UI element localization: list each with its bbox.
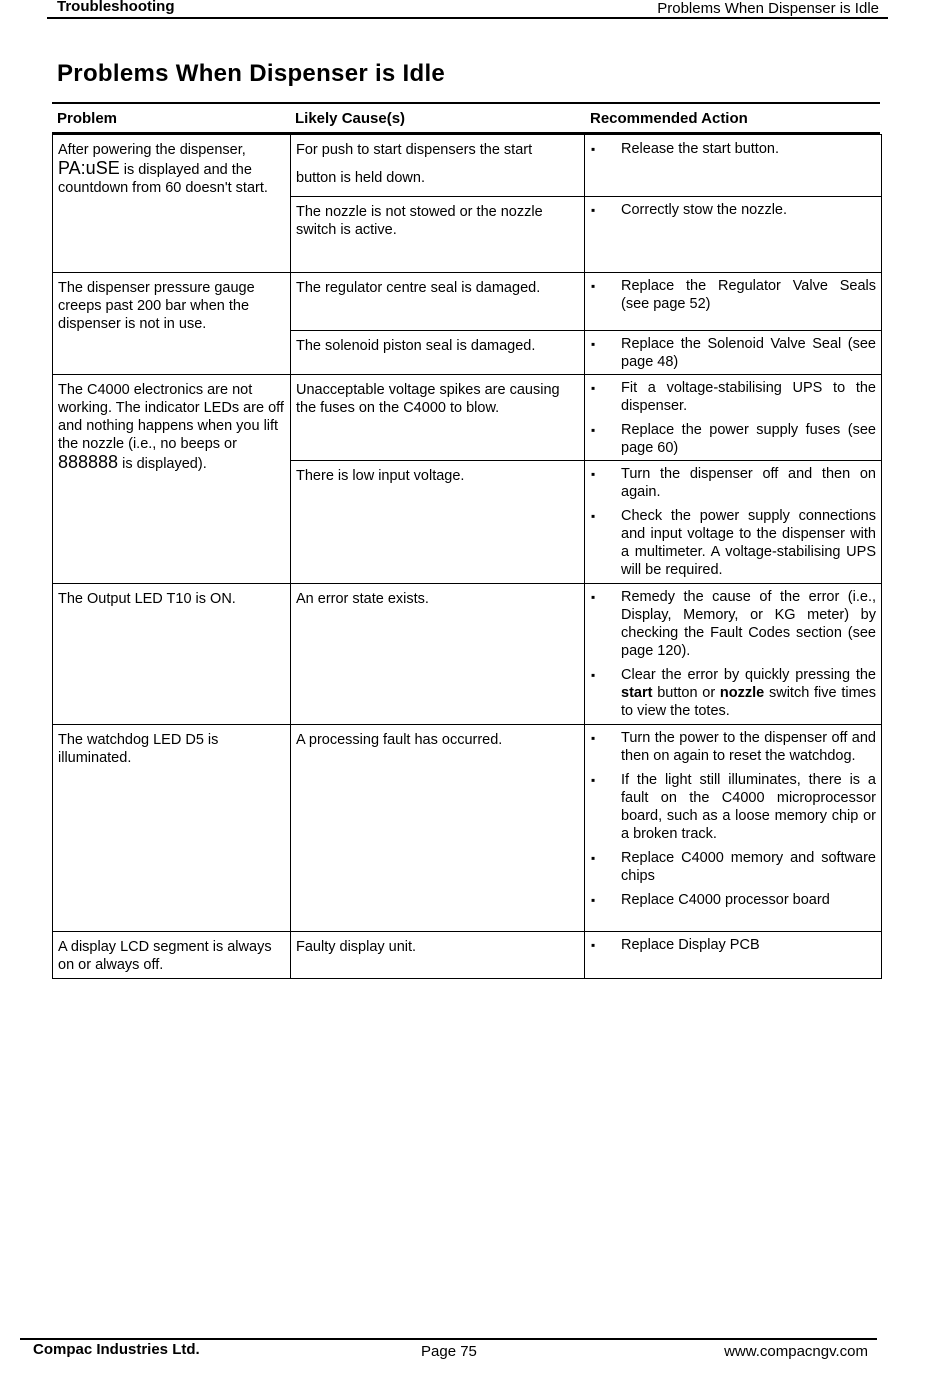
table-row bbox=[53, 725, 882, 932]
column-header-action: Recommended Action bbox=[590, 110, 748, 127]
action-item: ▪ Replace the power supply fuses (see page 60) bbox=[591, 421, 876, 457]
action-cell bbox=[585, 273, 882, 331]
column-header-problem: Problem bbox=[57, 110, 118, 127]
running-header-topic: Problems When Dispenser is Idle bbox=[657, 0, 879, 17]
action-item: ▪ If the light still illuminates, there is a fault on the C4000 microprocessor board, such as a loose memory chip or a broken track. bbox=[591, 771, 876, 843]
running-header-section: Troubleshooting bbox=[57, 0, 175, 15]
table-top-rule bbox=[52, 102, 880, 104]
cause-cell bbox=[291, 135, 585, 197]
problem-text: The C4000 electronics are not working. The indicator LEDs are off and nothing happens when you lift the nozzle (i.e., no beeps or bbox=[58, 382, 284, 452]
action-item: ▪ Replace the Regulator Valve Seals (see page 52) bbox=[591, 277, 876, 313]
table-row bbox=[53, 273, 882, 331]
action-item: ▪ Remedy the cause of the error (i.e., Display, Memory, or KG meter) by checking the Fault Codes section (see page 120). bbox=[591, 588, 876, 660]
action-cell bbox=[585, 461, 882, 584]
problem-text: The watchdog LED D5 is illuminated. bbox=[58, 732, 219, 766]
action-cell bbox=[585, 375, 882, 461]
problem-text: is displayed). bbox=[118, 456, 207, 472]
action-cell bbox=[585, 584, 882, 725]
footer-website: www.compacngv.com bbox=[724, 1343, 868, 1360]
problem-cell bbox=[53, 135, 291, 273]
action-item: ▪ Check the power supply connections and input voltage to the dispenser with a multimeter. A voltage-stabilising UPS will be required. bbox=[591, 507, 876, 579]
action-cell bbox=[585, 197, 882, 273]
column-header-cause: Likely Cause(s) bbox=[295, 110, 406, 127]
problem-text: The dispenser pressure gauge creeps past 200 bar when the dispenser is not in use. bbox=[58, 280, 255, 332]
cause-text: button is held down. bbox=[296, 170, 425, 186]
page-title: Problems When Dispenser is Idle bbox=[57, 60, 446, 87]
footer-page-number: Page 75 bbox=[421, 1343, 477, 1360]
problem-text: The Output LED T10 is ON. bbox=[58, 591, 236, 607]
action-item: ▪ Correctly stow the nozzle. bbox=[591, 201, 876, 219]
footer-rule bbox=[20, 1338, 877, 1340]
cause-cell bbox=[291, 461, 585, 584]
cause-cell bbox=[291, 331, 585, 375]
table-row bbox=[53, 584, 882, 725]
cause-text: The regulator centre seal is damaged. bbox=[296, 280, 541, 296]
cause-text: Unacceptable voltage spikes are causing the fuses on the C4000 to blow. bbox=[296, 382, 560, 416]
cause-cell bbox=[291, 273, 585, 331]
action-item: ▪ Release the start button. bbox=[591, 140, 876, 158]
action-cell bbox=[585, 725, 882, 932]
cause-cell bbox=[291, 197, 585, 273]
cause-cell bbox=[291, 725, 585, 932]
problem-cell bbox=[53, 273, 291, 375]
problem-text: A display LCD segment is always on or always off. bbox=[58, 939, 272, 973]
action-cell bbox=[585, 331, 882, 375]
action-item: ▪ Replace Display PCB bbox=[591, 936, 876, 954]
cause-cell bbox=[291, 584, 585, 725]
cause-cell bbox=[291, 932, 585, 979]
cause-text: For push to start dispensers the start bbox=[296, 142, 533, 158]
action-item: ▪ Replace C4000 processor board bbox=[591, 891, 876, 909]
display-code: PA:uSE bbox=[58, 158, 120, 178]
problem-cell bbox=[53, 725, 291, 932]
action-item: ▪ Turn the dispenser off and then on again. bbox=[591, 465, 876, 501]
action-item: ▪ Turn the power to the dispenser off and then on again to reset the watchdog. bbox=[591, 729, 876, 765]
problem-cell bbox=[53, 932, 291, 979]
cause-text: Faulty display unit. bbox=[296, 939, 417, 955]
cause-text: The solenoid piston seal is damaged. bbox=[296, 338, 536, 354]
table-row bbox=[53, 932, 882, 979]
problem-text: is displayed and the countdown from 60 doesn't start. bbox=[58, 162, 268, 196]
problem-cell bbox=[53, 584, 291, 725]
cause-cell bbox=[291, 375, 585, 461]
cause-text: The nozzle is not stowed or the nozzle switch is active. bbox=[296, 204, 543, 238]
footer-company: Compac Industries Ltd. bbox=[33, 1341, 200, 1358]
action-item: ▪ Clear the error by quickly pressing the start button or nozzle switch five times to view the totes. bbox=[591, 666, 876, 720]
problem-cell bbox=[53, 375, 291, 584]
header-rule bbox=[47, 17, 888, 19]
cause-text: An error state exists. bbox=[296, 591, 429, 607]
action-cell bbox=[585, 932, 882, 979]
problem-text: After powering the dispenser, bbox=[58, 142, 246, 158]
action-item: ▪ Replace C4000 memory and software chips bbox=[591, 849, 876, 885]
cause-text: A processing fault has occurred. bbox=[296, 732, 503, 748]
cause-text: There is low input voltage. bbox=[296, 468, 465, 484]
action-item: ▪ Replace the Solenoid Valve Seal (see page 48) bbox=[591, 335, 876, 371]
action-item: ▪ Fit a voltage-stabilising UPS to the dispenser. bbox=[591, 379, 876, 415]
table-row bbox=[53, 135, 882, 197]
troubleshooting-table bbox=[52, 134, 882, 979]
table-row bbox=[53, 375, 882, 461]
display-code: 888888 bbox=[58, 452, 119, 472]
action-cell bbox=[585, 135, 882, 197]
